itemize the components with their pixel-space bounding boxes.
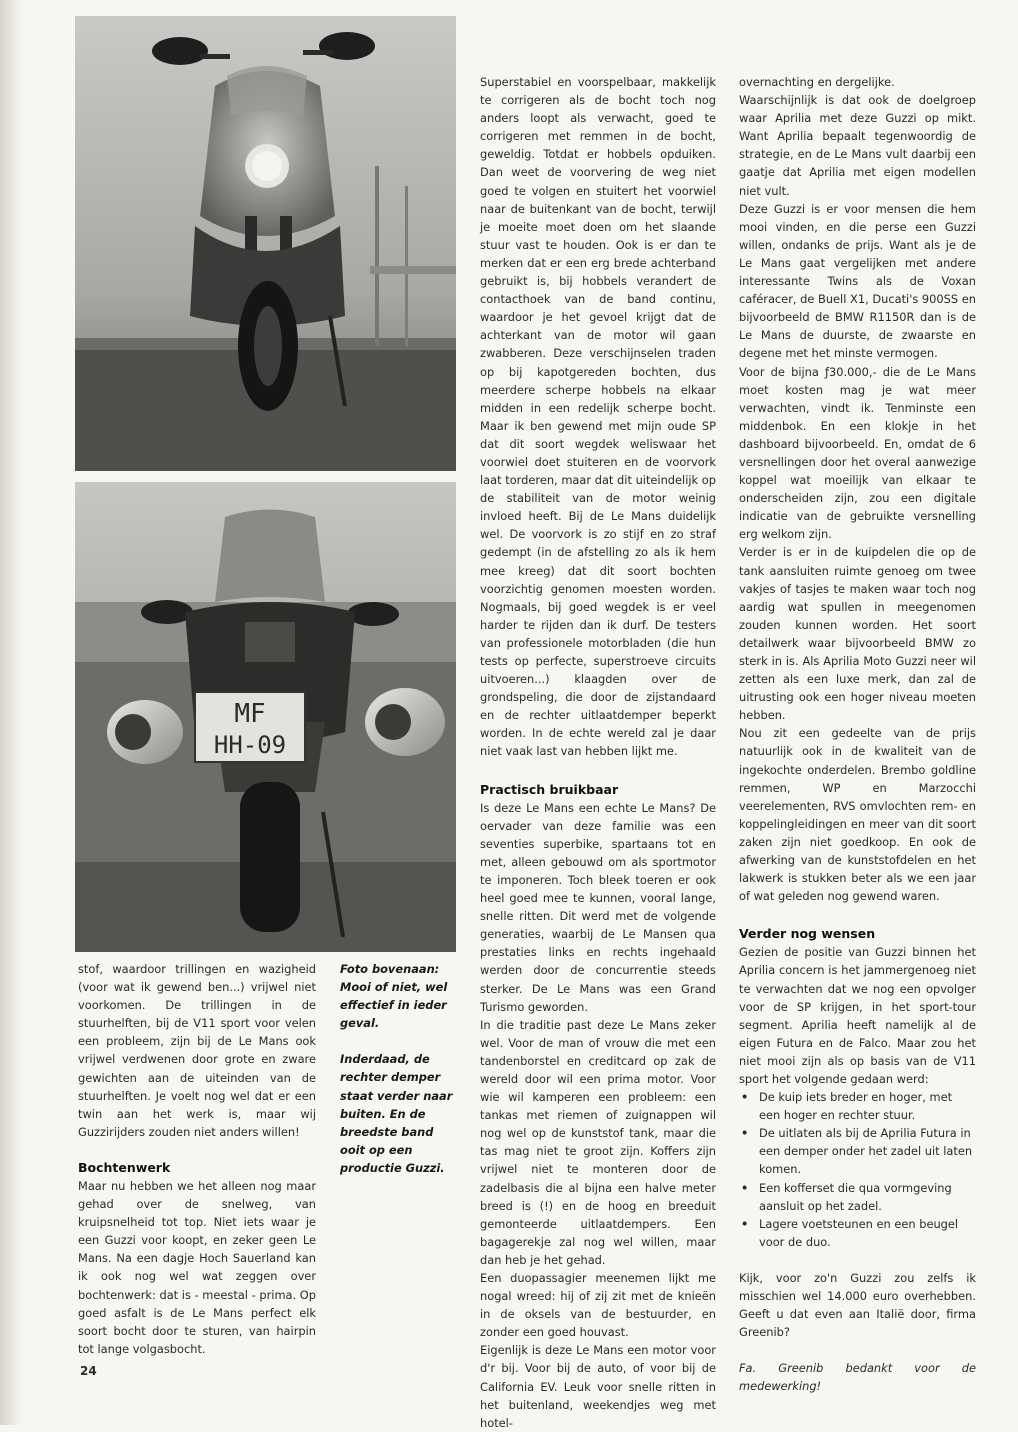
list-item: • De kuip iets breder en hoger, met een hoger en rechter stuur.	[739, 1088, 976, 1124]
section-heading: Verder nog wensen	[739, 926, 876, 942]
paragraph: Deze Guzzi is er voor mensen die hem mooi vinden, en die perse een Guzzi willen, ondanks de prijs. Want als je de Le Mans gaat vergelijken met andere interessante Twins als de Voxan caféracer, de Buell X1, Ducati's 900SS en bijvoorbeeld de BMW R1150R dan is de Le Mans de duurste, de zwaarste en degene met het minste vermogen.	[739, 201, 976, 361]
wish-list	[739, 1088, 976, 1251]
acknowledgement: Fa. Greenib bedankt voor de medewerking!	[739, 1361, 976, 1394]
paragraph: Maar nu hebben we het alleen nog maar gehad over de snelweg, van kruipsnelheid tot top. Niet iets waar je een Guzzi voor koopt, en zeker geen Le Mans. Na een dagje Hoch Sauerland kan ik ook nog wel wat zeggen over bochtenwerk: dat is - meestal - prima. Op goed asfalt is de Le Mans perfect elk soort bocht door te sturen, van hairpin tot lange volgasbocht.	[78, 1178, 316, 1356]
photo-motorcycle-rear	[75, 482, 456, 952]
list-item: • Een kofferset die qua vormgeving aansluit op het zadel.	[739, 1179, 976, 1215]
motorcycle-rear-image	[75, 482, 456, 952]
paragraph: overnachting en dergelijke.	[739, 75, 895, 89]
section-heading: Bochtenwerk	[78, 1159, 171, 1175]
paragraph: In die traditie past deze Le Mans zeker wel. Voor de man of vrouw die met een tandenborstel en creditcard op zak de wereld door wil een prima motor. Voor wie wil kamperen een probleem: een tankas met riemen of zuignappen wil nog wel op de kunststof tank, maar die tas mag niet te groot zijn. Koffers zijn vrijwel niet te monteren door de zadelbasis die al bijna een halve meter breed is (!) en de hoog en breeduit gemonteerde uitlaatdempers. Een bagagerekje zal nog wel willen, maar dan heb je het gehad.	[480, 1017, 716, 1267]
paragraph: Is deze Le Mans een echte Le Mans? De oervader van deze familie was een seventies superbike, spartaans tot en met, alleen gebouwd om als sportmotor te imponeren. Toch bleek toeren er ook heel goed mee te kunnen, vooral lange, snelle ritten. Dit werd met de volgende generaties, waarbij de Le Mansen qua prestaties links en rechts ingehaald werden door de concurrentie steeds sterker. De Le Mans was een Grand Turismo geworden.	[480, 800, 716, 1014]
section-heading: Practisch bruikbaar	[480, 781, 619, 797]
paragraph: Nou zit een gedeelte van de prijs natuurlijk ook in de kwaliteit van de ingekochte onderdelen. Brembo goldline remmen, WP en Marzocchi veerelementen, RVS omvlochten rem- en koppelingleidingen en meer van dit soort zaken zijn niet goedkoop. En ook de afwerking van de kunststofdelen en het lakwerk is stukken beter als we een jaar of wat geleden nog gewend waren.	[739, 726, 976, 904]
paragraph: Gezien de positie van Guzzi binnen het Aprilia concern is het jammergenoeg niet te verwachten dat we nog een opvolger voor de SP krijgen, in het sport-tour segment. Aprilia heeft namelijk al de eigen Futura en de Falco. Maar zou het niet mooi zijn als op basis van de V11 sport het volgende gedaan werd:	[739, 945, 976, 1086]
list-item: • Lagere voetsteunen en een beugel voor de duo.	[739, 1215, 976, 1251]
page-number: 24	[80, 1364, 97, 1378]
list-item: • De uitlaten als bij de Aprilia Futura in een demper onder het zadel uit laten komen.	[739, 1124, 976, 1178]
plate-line2: HH-09	[213, 731, 287, 759]
paragraph: stof, waardoor trillingen en wazigheid (voor wat ik gewend ben...) vrijwel niet voorkomen. De trillingen in de stuurhelften, bij de V11 sport voor velen een probleem, zijn bij de Le Mans ook vrijwel verdwenen door grote en zware gewichten aan de uiteinden van de stuurhelften. Je voelt nog wel dat er een twin aan het werk is, maar wij Guzzirijders zouden niet anders willen!	[78, 962, 316, 1139]
motorcycle-front-image	[75, 16, 456, 471]
column-3	[739, 73, 976, 1395]
plate-line1: MF	[234, 699, 266, 729]
binding-shadow	[0, 0, 22, 1425]
paragraph: Kijk, voor zo'n Guzzi zou zelfs ik misschien wel 14.000 euro overhebben. Geeft u dat even aan Italië door, firma Greenib?	[739, 1270, 976, 1340]
paragraph: Een duopassagier meenemen lijkt me nogal wreed: hij of zij zit met de knieën in de oksels van de bestuurder, en zonder een goed houvast.	[480, 1271, 716, 1340]
column-1	[78, 960, 316, 1358]
paragraph: Eigenlijk is deze Le Mans een motor voor d'r bij. Voor bij de auto, of voor bij de California EV. Leuk voor snelle ritten in het buitenland, weekendjes weg met hotel-	[480, 1343, 716, 1430]
caption-top: Foto bovenaan: Mooi of niet, wel effectief in ieder geval.	[340, 962, 448, 1031]
photo-caption	[340, 960, 460, 1177]
paragraph: Waarschijnlijk is dat ook de doelgroep waar Aprilia met deze Guzzi op mikt. Want Aprilia bepaalt tegenwoordig de strategie, en de Le Mans vult daarbij een gaatje dat Aprilia met eigen modellen niet vult.	[739, 93, 976, 198]
paragraph: Voor de bijna ƒ30.000,- die de Le Mans moet kosten mag je wat meer verwachten, vindt ik. Tenminste een middenbok. En een klokje in het dashboard bijvoorbeeld. En, omdat de 6 versnellingen door het overal aanwezige koppel wat moeilijk van elkaar te onderscheiden zijn, zou een digitale indicatie van de gebruikte versnelling erg welkom zijn.	[739, 364, 976, 542]
column-2	[480, 73, 716, 1432]
paragraph: Superstabiel en voorspelbaar, makkelijk te corrigeren als de bocht toch nog anders loopt als verwacht, goed te corrigeren met remmen in de bocht, geweldig. Totdat er hobbels opduiken. Dan weet de voorvering de weg niet goed te volgen en stuitert het voorwiel naar de buitenkant van de bocht, terwijl je moeite moet doen om het slaande stuur vast te houden. Ook is er dan te merken dat er een erg brede achterband gebruikt is, bij hobbels verandert de contacthoek van de band continu, waardoor je het gevoel krijgt dat de achterkant van de motor wil gaan zwabberen. Deze verschijnselen traden op bij kapotgereden bochten, dus meerdere scherpe hobbels na elkaar midden in een redelijk scherpe bocht. Maar ik ben gewend met mijn oude SP dat dit soort wegdek weliswaar het voorwiel doet stuiteren en de voorvork laat torderen, maar dat dit uiteindelijk op de stabiliteit van de motor weinig invloed heeft. Bij de Le Mans duidelijk wel. De voorvork is zo stijf en zo straf gedempt (in de afstelling zo als ik hem mee kreeg) dat dit soort bochten voorzichtig genomen moesten worden. Nogmaals, bij goed wegdek is er veel harder te rijden dan ik durf. De testers van professionele motorbladen (die hun tests op perfecte, superstroeve circuits uitvoeren...) klaagden over de grondspeling, die door de zijstandaard en de rechter uitlaatdemper beperkt worden. In de echte wereld zal je daar niet vaak last van hebben lijkt me.	[480, 75, 716, 759]
paragraph: Verder is er in de kuipdelen die op de tank aansluiten ruimte genoeg om twee vakjes of tasjes te maken waar toch nog aardig wat spullen in meegenomen zouden kunnen worden. Het soort detailwerk waar bijvoorbeeld BMW zo sterk in is. Als Aprilia Moto Guzzi neer wil zetten als een luxe merk, dan zal de uitrusting ook een hoger niveau moeten hebben.	[739, 545, 976, 723]
caption-bottom: Inderdaad, de rechter demper staat verder naar buiten. En de breedste band ooit op een productie Guzzi.	[340, 1052, 453, 1175]
photo-motorcycle-front	[75, 16, 456, 471]
